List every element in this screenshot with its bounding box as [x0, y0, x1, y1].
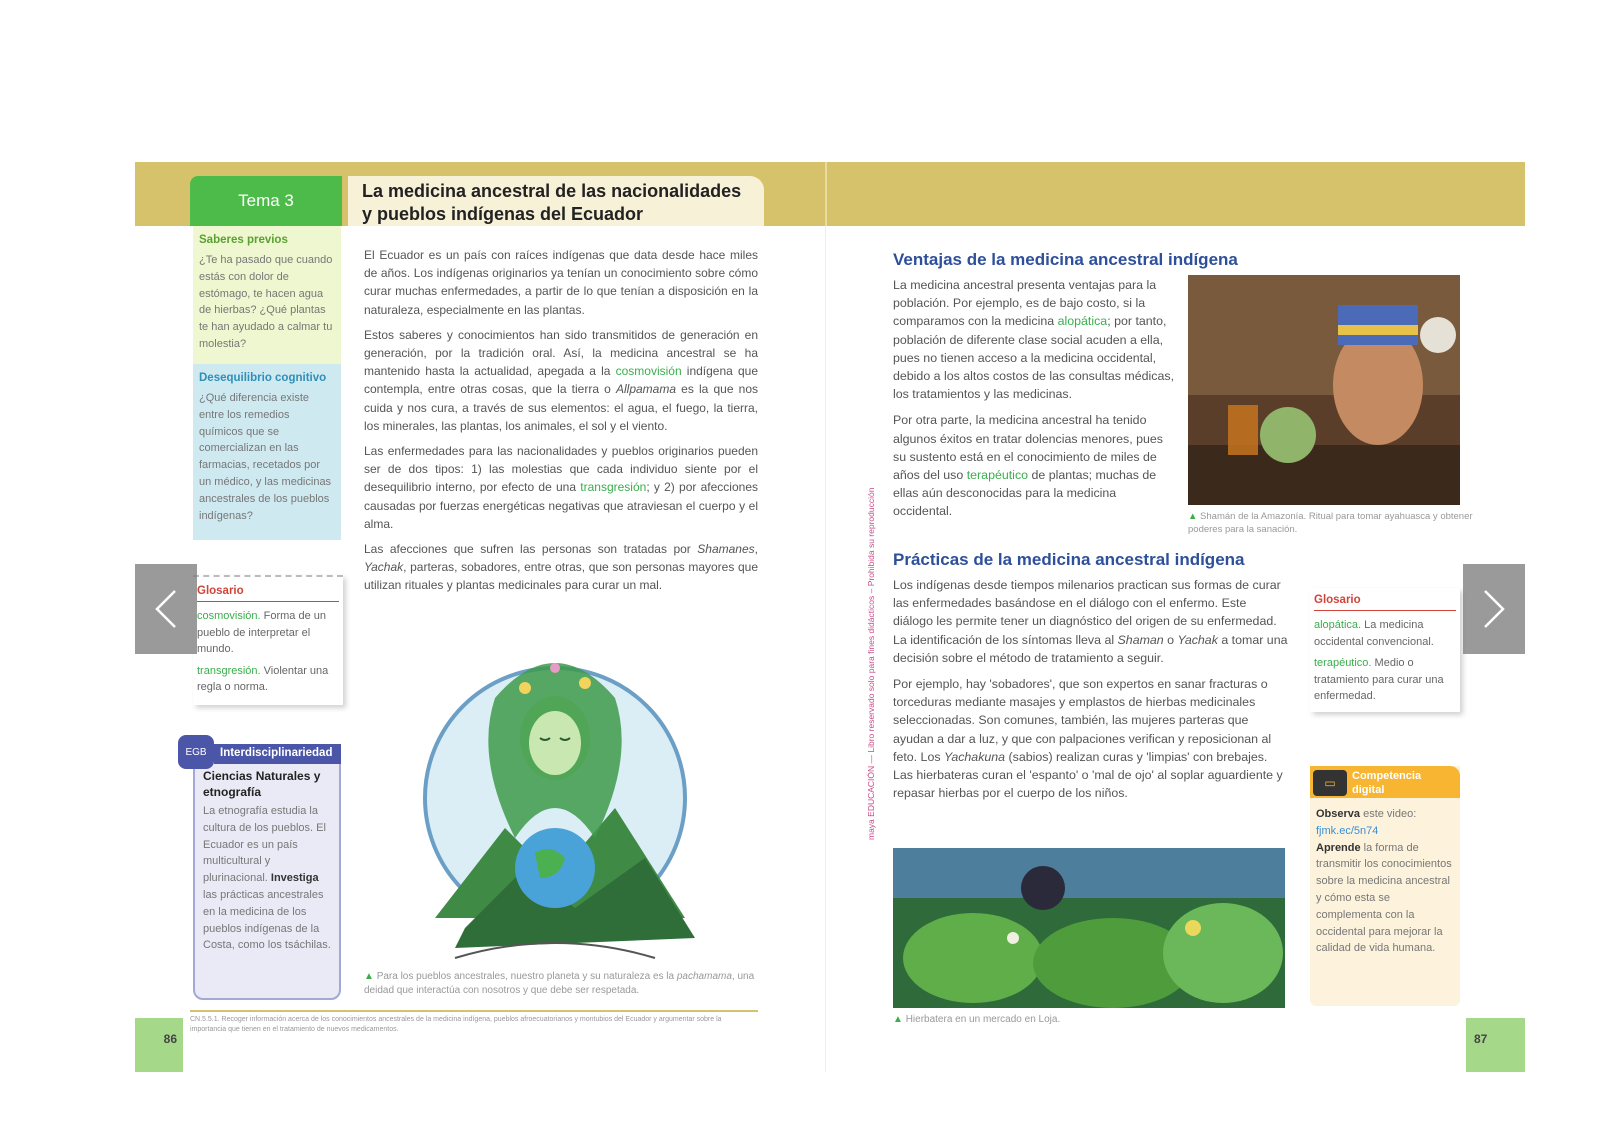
title-line-1: La medicina ancestral de las nacionalidades [362, 181, 742, 201]
v1-b: ; por tanto, población de diferente clase social acuden a ella, pues no tienen acceso a la medicina occidental, debido a los altos costos de las consultas médicas, los tratamientos y las medicinas. [893, 314, 1175, 402]
desequilibrio-box [193, 364, 341, 540]
inter-heading: Interdisciplinariedad [214, 744, 341, 764]
obs-text: este video: [1360, 808, 1417, 820]
pr1-c: a tomar una decisión sobre el método de tratamiento a seguir. [893, 632, 1288, 665]
page-title [348, 176, 764, 226]
pr2-b: (sabios) realizan curas y 'limpias' con brebajes. Las hierbateras curan el 'espanto' o 'mal de ojo' al soplar aguardiente y repasar hierbas por el cuerpo de los niños. [893, 749, 1283, 801]
monitor-icon: ▭ [1313, 770, 1347, 796]
glosario-def: La medicina occidental convencional. [1314, 619, 1434, 648]
tema-tab: Tema 3 [190, 176, 342, 226]
p2-a: Estos saberes y conocimientos han sido transmitidos de generación en generación, por la tradición oral. Así, la medicina ancestral se ha mantenido hasta la actualidad, apegada a la [364, 327, 758, 379]
glosario-def: Forma de un pueblo de interpretar el mundo. [197, 610, 326, 655]
page-number-left: 86 [135, 1018, 183, 1072]
cap-r2-text: Hierbatera en un mercado en Loja. [905, 1014, 1061, 1025]
practicas-p2 [893, 675, 1289, 802]
p4-i2: Yachak [364, 560, 404, 575]
shaman-caption [1188, 510, 1478, 536]
p2-c: es la que nos cuida y nos cura, a través de sus elementos: el agua, el fuego, la tierra, los minerales, las plantas, los animales, el sol y el viento. [364, 382, 758, 433]
v2-term: terapéutico [966, 468, 1029, 483]
glosario-item [197, 608, 339, 658]
glosario-item [197, 663, 339, 696]
main-text-column [364, 246, 758, 602]
side-column [193, 226, 341, 540]
band-fold [825, 162, 827, 226]
glosario-left [193, 575, 343, 705]
illustration-caption [364, 970, 758, 998]
inter-bold: Investiga [270, 872, 319, 885]
pr1-i1: Shaman [1117, 632, 1164, 647]
cap-a: Para los pueblos ancestrales, nuestro planeta y su naturaleza es la [376, 971, 677, 982]
competencia-aprende [1316, 840, 1458, 958]
hierbatera-caption [893, 1014, 1060, 1025]
chevron-right-icon [1479, 587, 1509, 631]
interdisciplinariedad-box [193, 744, 341, 1000]
p2-b: indígena que contempla, entre otras cosas, que la tierra o [364, 364, 758, 397]
paragraph-4 [364, 540, 758, 595]
inter-subtitle: Ciencias Naturales y etnografía [203, 769, 321, 799]
paragraph-2 [364, 326, 758, 435]
title-line-2: y pueblos indígenas del Ecuador [362, 204, 644, 224]
header-band [135, 162, 1525, 226]
p2-italic: Allpamama [615, 382, 677, 397]
competencia-digital-box [1310, 766, 1460, 1006]
cap-r1-text: Shamán de la Amazonía. Ritual para tomar ayahuasca y obtener poderes para la sanación. [1188, 511, 1473, 535]
competencia-observa [1316, 806, 1458, 823]
glosario-right [1310, 588, 1460, 712]
p3-b: ; y 2) por afecciones causadas por fuerzas energéticas negativas que atraviesan el cuerpo y el alma. [364, 480, 758, 531]
ventajas-text [893, 276, 1175, 529]
video-link[interactable]: fjmk.ec/5n74 [1316, 824, 1379, 837]
glosario-right-heading: Glosario [1314, 594, 1456, 611]
desequilibrio-heading: Desequilibrio cognitivo [199, 372, 327, 384]
next-page-button[interactable] [1463, 564, 1525, 654]
obs-bold: Observa [1316, 808, 1361, 820]
inter-text1: La etnografía estudia la cultura de los pueblos. El Ecuador es un país multicultural y plurinacional. [203, 805, 326, 885]
apr-bold: Aprende [1316, 841, 1361, 854]
page-number-right: 87 [1466, 1018, 1525, 1072]
page-spine [825, 226, 826, 1072]
curriculum-footer: CN.5.5.1. Recoger información acerca de los conocimientos ancestrales de la medicina indígena, pueblos afroecuatorianos y montubios del Ecuador y argumentar sobre la importancia que tienen en el tratamiento de nuevos medicamentos. [190, 1016, 722, 1033]
desequilibrio-text: ¿Qué diferencia existe entre los remedios químicos que se comercializan en las farmacias, recetados por un médico, y las medicinas ancestrales de los pueblos indígenas? [199, 392, 332, 522]
glosario-def: Violentar una regla o norma. [197, 664, 329, 693]
cap-b: , una deidad que interactúa con nosotros y que debe ser respetada. [364, 971, 755, 996]
vertical-brand: maya EDUCACIÓN — Libro reservado solo para fines didácticos – Prohibida su reproducción [866, 487, 876, 840]
pr1-a: Los indígenas desde tiempos milenarios practican sus formas de curar las enfermedades basándose en el diálogo con el enfermo. Este diálogo les permite tener un diagnóstico del origen de su enfermedad. La identificación de los síntomas lleva al [893, 578, 1281, 647]
p4-b: , [754, 542, 758, 557]
v1-term: alopática [1057, 314, 1108, 329]
pr1-i2: Yachak [1177, 632, 1218, 647]
shaman-photo [1188, 275, 1460, 505]
chevron-left-icon [151, 587, 181, 631]
p3-a: Las enfermedades para las nacionalidades y pueblos originarios pueden ser de dos tipos: 1) las molestias que cada individuo siente por el desequilibrio interno, por efecto de una [364, 444, 758, 495]
v2-a: Por otra parte, la medicina ancestral ha tenido algunos éxitos en tratar dolencias menores, pues su sustento está en el conocimiento de miles de años del uso [893, 413, 1163, 483]
practicas-text [893, 576, 1289, 810]
inter-text2: las prácticas ancestrales en la medicina de los pueblos indígenas de la Costa, como los tsáchilas. [203, 888, 331, 952]
pr1-b: o [1163, 632, 1178, 647]
paragraph-3 [364, 442, 758, 533]
glosario-item [1314, 655, 1456, 705]
practicas-p1 [893, 576, 1289, 667]
heading-practicas: Prácticas de la medicina ancestral indígena [893, 550, 1245, 569]
apr-text: la forma de transmitir los conocimientos sobre la medicina ancestral y cómo esta se complementa con la occidental para mejorar la calidad de vida humana. [1316, 841, 1452, 955]
glosario-term: alopática. [1314, 619, 1362, 631]
p2-term: cosmovisión [615, 364, 682, 379]
footer-rule [190, 1010, 758, 1012]
ventajas-p1 [893, 276, 1175, 403]
paragraph-1: El Ecuador es un país con raíces indígenas que data desde hace miles de años. Los indígenas originarios ya tenían un conocimiento sobre cómo curar muchas enfermedades, a partir de lo que tenían a disposición en la naturaleza, especialmente en las plantas. [364, 248, 758, 317]
glosario-term: transgresión. [197, 664, 261, 677]
saberes-heading: Saberes previos [199, 234, 288, 246]
triangle-icon: ▲ [1188, 511, 1198, 522]
saberes-text: ¿Te ha pasado que cuando estás con dolor de estómago, te hacen agua de hierbas? ¿Qué plantas te han ayudado a calmar tu molestia? [199, 254, 333, 350]
hierbatera-photo [893, 848, 1285, 1008]
book-icon: EGB [178, 735, 214, 769]
glosario-item [1314, 617, 1456, 650]
triangle-icon: ▲ [893, 1014, 903, 1025]
v1-a: La medicina ancestral presenta ventajas para la población. Por ejemplo, es de bajo costo, si la comparamos con la medicina [893, 278, 1157, 329]
v2-b: de plantas; muchas de ellas aún desconocidas para la medicina occidental. [893, 468, 1157, 519]
p4-c: , parteras, sobadores, entre otras, que son personas mayores que utilizan rituales y plantas medicinales para curar un mal. [364, 560, 758, 593]
pachamama-illustration [395, 618, 715, 978]
cap-i: pachamama [676, 971, 732, 982]
saberes-previos-box [193, 226, 341, 364]
p4-i1: Shamanes [697, 542, 755, 557]
competencia-heading: Competencia digital [1310, 766, 1460, 798]
prev-page-button[interactable] [135, 564, 197, 654]
heading-ventajas: Ventajas de la medicina ancestral indígena [893, 250, 1238, 269]
glosario-term: terapéutico. [1314, 657, 1372, 669]
glosario-left-heading: Glosario [197, 585, 339, 602]
p3-term: transgresión [580, 480, 647, 495]
pr2-i: Yachakuna [943, 749, 1006, 764]
competencia-body [1316, 806, 1458, 957]
glosario-def: Medio o tratamiento para curar una enfermedad. [1314, 657, 1444, 702]
pr2-a: Por ejemplo, hay 'sobadores', que son expertos en sanar fracturas o torceduras mediante masajes y emplastos de hierbas medicinales seleccionadas. Son comunes, también, las mujeres parteras que ayudan a dar a luz, y que con palpaciones verifican y reposicionan al feto. Los [893, 677, 1272, 764]
triangle-icon: ▲ [364, 971, 374, 982]
inter-text [203, 803, 333, 954]
glosario-term: cosmovisión. [197, 610, 261, 622]
ventajas-p2 [893, 411, 1175, 520]
p4-a: Las afecciones que sufren las personas son tratadas por [364, 542, 698, 557]
